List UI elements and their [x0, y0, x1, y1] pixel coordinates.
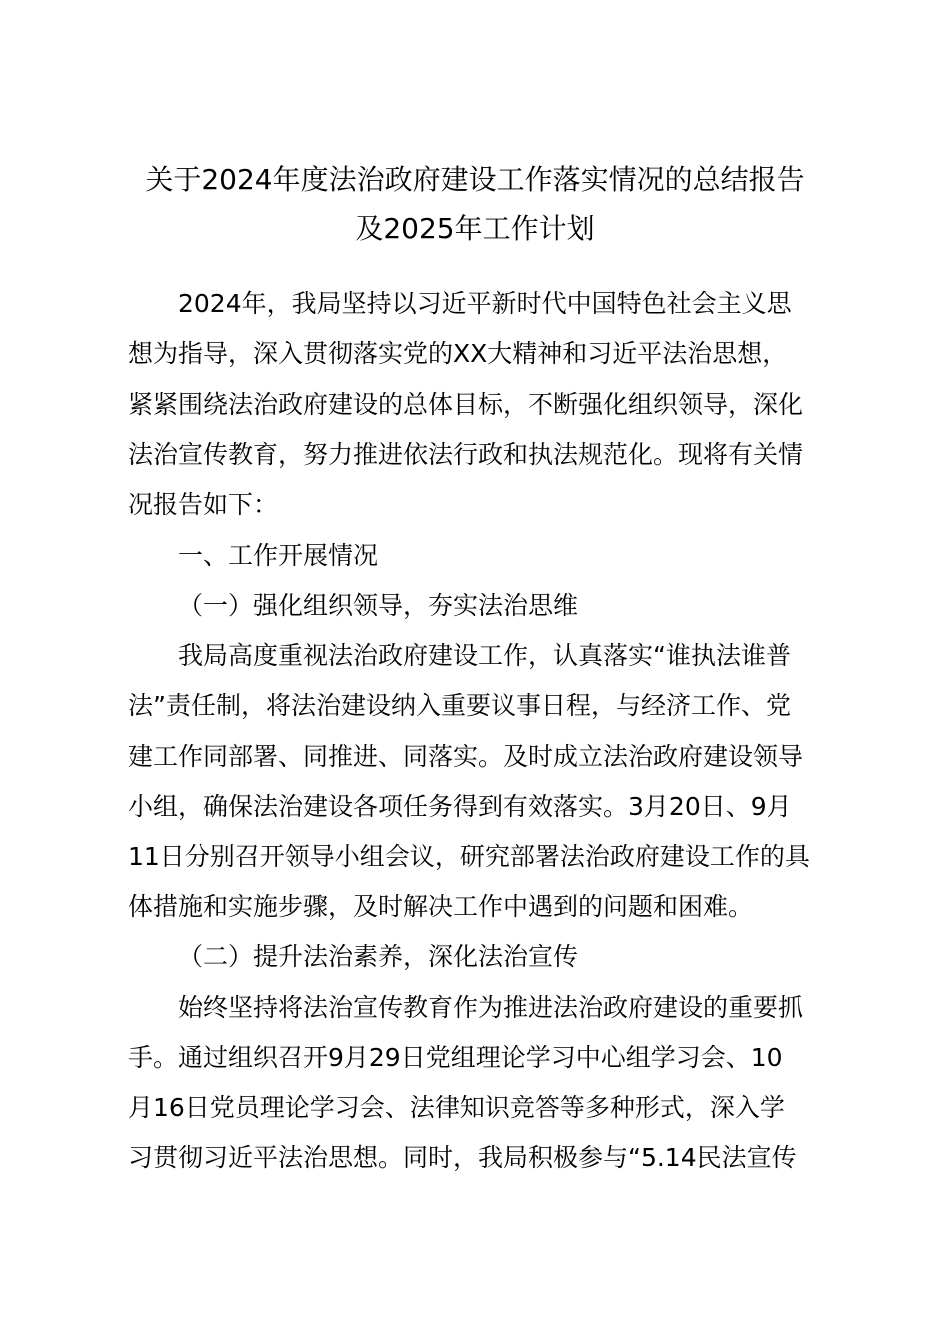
body-paragraph-line: 11日分别召开领导小组会议，研究部署法治政府建设工作的具: [128, 842, 810, 871]
body-paragraph-line: 月16日党员理论学习会、法律知识竞答等多种形式，深入学: [128, 1093, 785, 1122]
subsection-heading: （二）提升法治素养，深化法治宣传: [178, 942, 579, 971]
body-paragraph-line: 建工作同部署、同推进、同落实。及时成立法治政府建设领导: [128, 742, 804, 771]
body-paragraph-line: 习贯彻习近平法治思想。同时，我局积极参与“5.14民法宣传: [128, 1143, 797, 1172]
body-paragraph-line: 法”责任制，将法治建设纳入重要议事日程，与经济工作、党: [128, 691, 791, 720]
subsection-heading: （一）强化组织领导，夯实法治思维: [178, 591, 579, 620]
intro-paragraph-line: 想为指导，深入贯彻落实党的XX大精神和习近平法治思想，: [128, 339, 788, 368]
intro-paragraph-line: 紧紧围绕法治政府建设的总体目标，不断强化组织领导，深化: [128, 390, 804, 419]
document-title-line-2: 及2025年工作计划: [355, 212, 595, 245]
body-paragraph-line: 小组，确保法治建设各项任务得到有效落实。3月20日、9月: [128, 792, 792, 821]
section-heading: 一、工作开展情况: [178, 541, 379, 570]
intro-paragraph-line: 2024年，我局坚持以习近平新时代中国特色社会主义思: [178, 289, 792, 318]
intro-paragraph-line: 法治宣传教育，努力推进依法行政和执法规范化。现将有关情: [128, 440, 804, 469]
intro-paragraph-line: 况报告如下：: [128, 490, 279, 519]
body-paragraph-line: 体措施和实施步骤，及时解决工作中遇到的问题和困难。: [128, 892, 754, 921]
body-paragraph-line: 始终坚持将法治宣传教育作为推进法治政府建设的重要抓: [178, 993, 804, 1022]
body-paragraph-line: 我局高度重视法治政府建设工作，认真落实“谁执法谁普: [178, 641, 791, 670]
document-title-line-1: 关于2024年度法治政府建设工作落实情况的总结报告: [145, 163, 805, 196]
body-paragraph-line: 手。通过组织召开9月29日党组理论学习中心组学习会、10: [128, 1043, 783, 1072]
